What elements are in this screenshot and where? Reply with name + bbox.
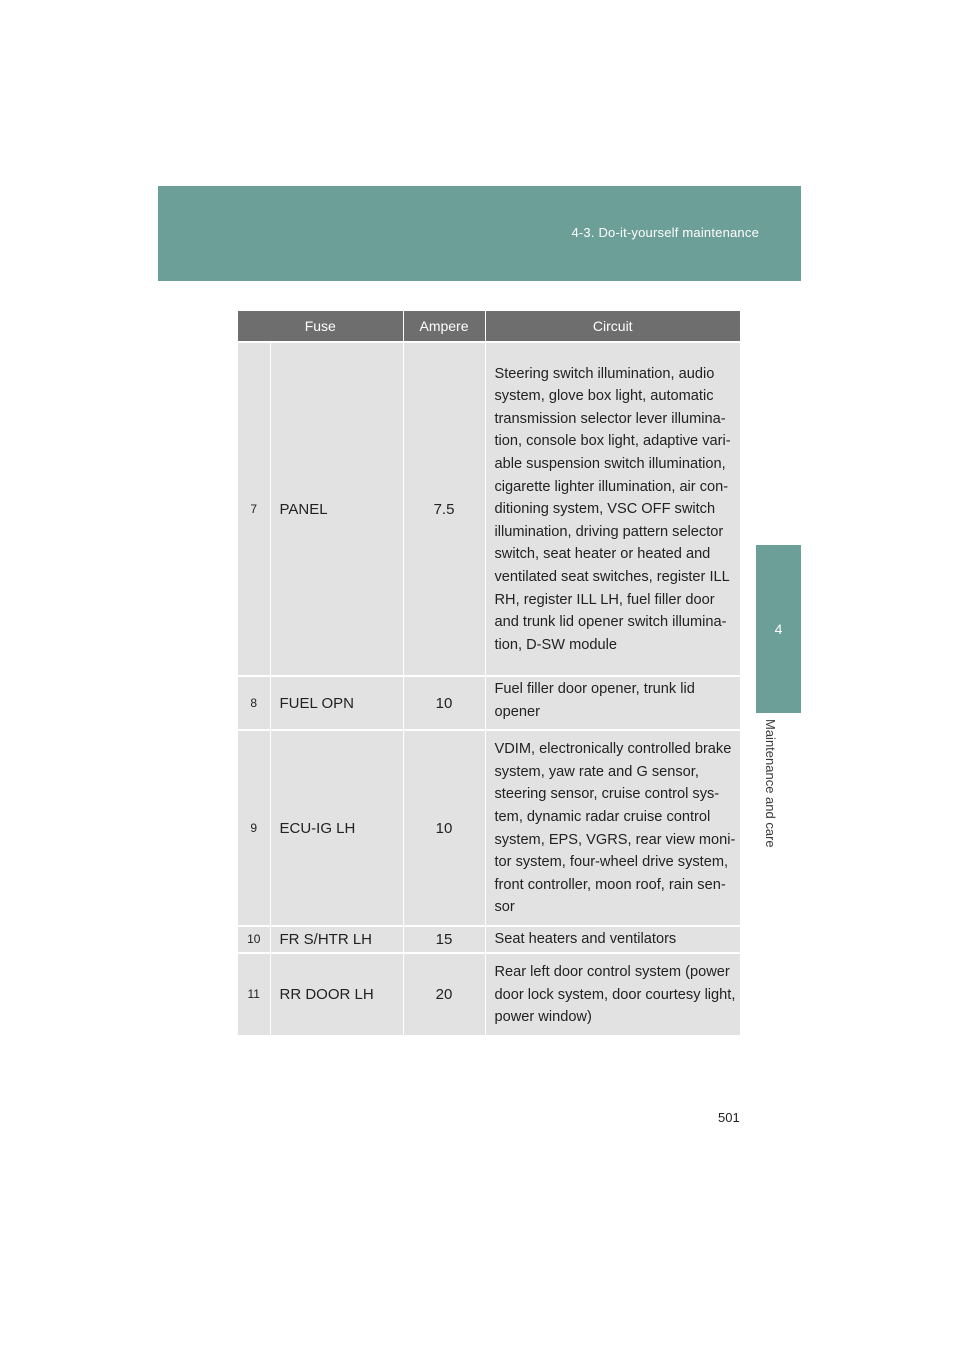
header-band [158,186,801,281]
fuse-table [238,311,740,1035]
column-header-ampere: Ampere [403,311,485,342]
table-row [238,953,740,1035]
column-header-fuse: Fuse [238,311,403,342]
table-row [238,676,740,730]
fuse-name: FR S/HTR LH [270,926,403,953]
chapter-tab-label-box [756,713,801,873]
fuse-name: RR DOOR LH [270,953,403,1035]
fuse-ampere: 7.5 [403,342,485,676]
fuse-ampere: 15 [403,926,485,953]
fuse-number: 7 [238,342,270,676]
fuse-circuit-text: Fuel filler door opener, trunk lid opener [494,681,695,720]
fuse-circuit-text: Seat heaters and ventilators [494,931,677,948]
section-title: 4-3. Do-it-yourself maintenance [571,225,759,240]
fuse-name: PANEL [270,342,403,676]
table-row [238,730,740,926]
chapter-tab: 4 [756,545,801,713]
fuse-number: 10 [238,926,270,953]
fuse-ampere: 10 [403,676,485,730]
fuse-circuit [485,676,740,730]
fuse-circuit [485,730,740,926]
column-header-circuit: Circuit [485,311,740,342]
fuse-circuit [485,342,740,676]
fuse-circuit-text: Rear left door control system (power door lock system, door courtesy light, power window) [494,963,736,1026]
fuse-ampere: 10 [403,730,485,926]
fuse-name: FUEL OPN [270,676,403,730]
fuse-ampere: 20 [403,953,485,1035]
table-row [238,342,740,676]
table-header-row [238,311,740,342]
fuse-circuit-text: Steering switch illumination, audio system, glove box light, automatic transmission selector lever illumina-tion, console box light, adaptive vari-able suspension switch illumination, cigarette lighter illumination, air con-ditioning system, VSC OFF switch illumination, driving pattern selector switch, seat heater or heated and ventilated seat switches, register ILL RH, register ILL LH, fuel filler door and trunk lid opener switch illumina-tion, D-SW module [494,365,731,653]
fuse-circuit [485,926,740,953]
fuse-number: 11 [238,953,270,1035]
fuse-circuit [485,953,740,1035]
page-number: 501 [718,1110,740,1125]
chapter-tab-label: Maintenance and care [763,719,778,848]
fuse-name: ECU-IG LH [270,730,403,926]
table-row [238,926,740,953]
fuse-circuit-text: VDIM, electronically controlled brake system, yaw rate and G sensor, steering sensor, cruise control sys-tem, dynamic radar cruise control system, EPS, VGRS, rear view moni-tor system, four-wheel drive system, front controller, moon roof, rain sen-sor [494,741,736,916]
fuse-number: 9 [238,730,270,926]
fuse-number: 8 [238,676,270,730]
